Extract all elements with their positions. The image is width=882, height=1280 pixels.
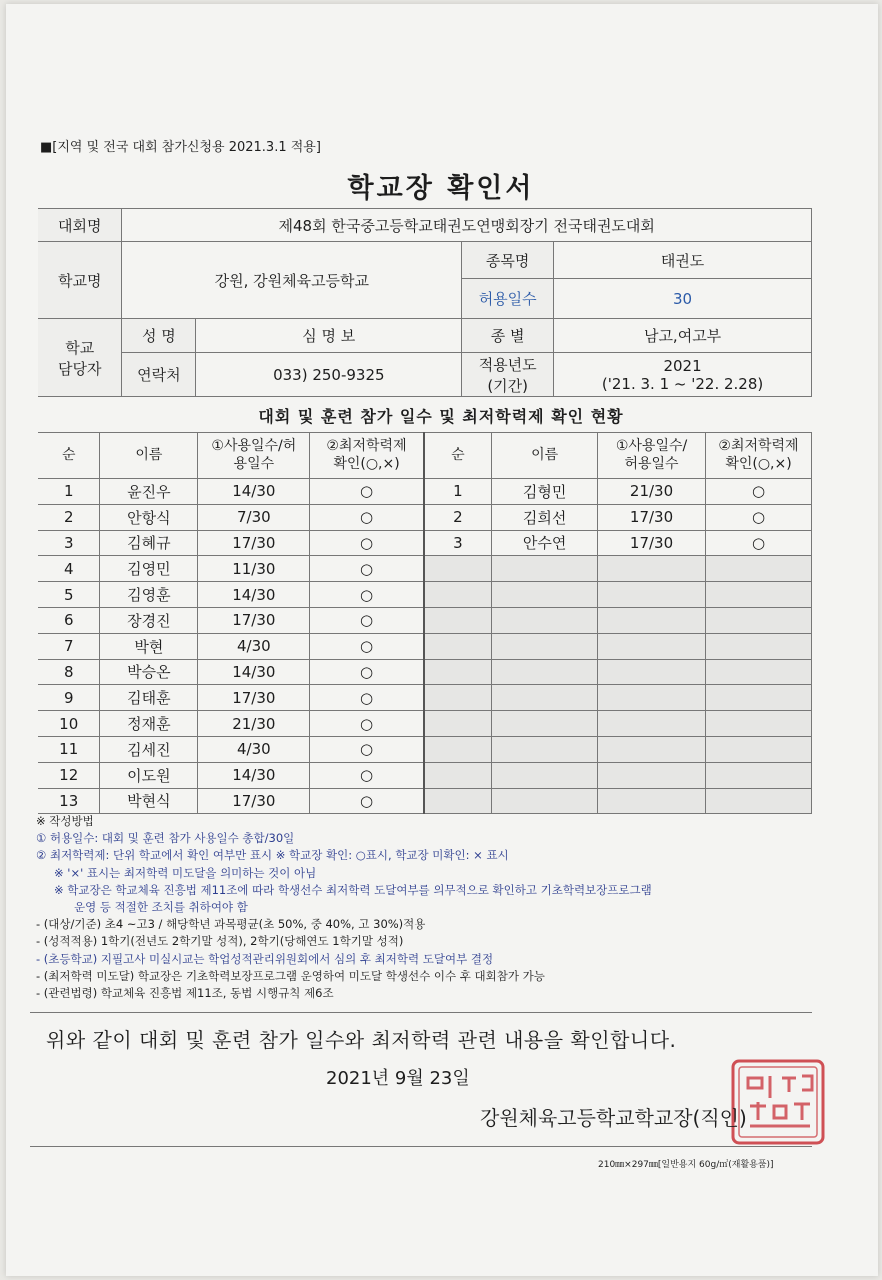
header-no-right: 순 [424, 433, 492, 479]
row-no: 12 [38, 762, 100, 788]
table-row [38, 504, 812, 530]
empty-cell [424, 685, 492, 711]
row-check-right: ○ [706, 530, 812, 556]
row-days: 17/30 [198, 607, 310, 633]
year-label-line1: 적용년도 [478, 355, 537, 374]
empty-cell [706, 556, 812, 582]
row-days: 14/30 [198, 762, 310, 788]
confirmation-text: 위와 같이 대회 및 훈련 참가 일수와 최저학력 관련 내용을 확인합니다. [46, 1028, 677, 1052]
note-line: ① 허용일수: 대회 및 훈련 참가 사용일수 총합/30일 [36, 831, 295, 846]
header-days-line1: ①사용일수/허 [211, 438, 297, 454]
name-value: 심 명 보 [196, 319, 462, 353]
divider [30, 1012, 812, 1013]
paper-footnote: 210㎜×297㎜[일반용지 60g/㎡(재활용품)] [598, 1160, 774, 1170]
manager-label [38, 319, 122, 397]
row-days: 21/30 [198, 711, 310, 737]
header-academic-right-line1: ②최저학력제 [718, 438, 799, 454]
table-row [38, 582, 812, 608]
event-value: 제48회 한국중고등학교태권도연맹회장기 전국태권도대회 [122, 209, 812, 242]
row-no: 10 [38, 711, 100, 737]
page-title: 학교장 확인서 [347, 173, 535, 204]
row-days: 14/30 [198, 582, 310, 608]
table-row [38, 556, 812, 582]
row-check: ○ [310, 762, 424, 788]
row-days: 11/30 [198, 556, 310, 582]
row-no: 3 [38, 530, 100, 556]
empty-cell [492, 736, 598, 762]
year-label-line2: (기간) [487, 376, 529, 395]
empty-cell [706, 788, 812, 814]
row-check: ○ [310, 556, 424, 582]
empty-cell [706, 582, 812, 608]
empty-cell [598, 711, 706, 737]
table-row [38, 633, 812, 659]
year-label [462, 353, 554, 397]
row-name: 김태훈 [100, 685, 198, 711]
school-value: 강원, 강원체육고등학교 [122, 242, 462, 319]
empty-cell [424, 556, 492, 582]
row-name: 박현식 [100, 788, 198, 814]
notes-section [36, 813, 826, 1002]
empty-cell [492, 762, 598, 788]
header-no: 순 [38, 433, 100, 479]
row-name-right: 김희선 [492, 504, 598, 530]
row-days: 7/30 [198, 504, 310, 530]
row-name: 박현 [100, 633, 198, 659]
note-line: 운영 등 적절한 조치를 취하여야 함 [74, 900, 248, 915]
row-days: 4/30 [198, 633, 310, 659]
row-name: 박승온 [100, 659, 198, 685]
note-line: ※ '×' 표시는 최저학력 미도달을 의미하는 것이 아님 [54, 865, 317, 880]
table-row [38, 479, 812, 505]
header-name-right: 이름 [492, 433, 598, 479]
empty-cell [706, 607, 812, 633]
row-check: ○ [310, 633, 424, 659]
note-line: - (최저학력 미도달) 학교장은 기초학력보장프로그램 운영하여 미도달 학생선수 이수 후 대회참가 가능 [36, 968, 545, 983]
empty-cell [492, 582, 598, 608]
empty-cell [706, 762, 812, 788]
row-days: 4/30 [198, 736, 310, 762]
manager-label-line1: 학교 [65, 338, 95, 357]
header-academic-right [706, 433, 812, 479]
header-days-right-line1: ①사용일수/ [615, 438, 688, 454]
note-line: ② 최저학력제: 단위 학교에서 확인 여부만 표시 ※ 학교장 확인: ○표시, 학교장 미확인: × 표시 [36, 848, 509, 863]
empty-cell [598, 556, 706, 582]
row-name: 김혜규 [100, 530, 198, 556]
category-value: 남고,여고부 [554, 319, 812, 353]
empty-cell [706, 633, 812, 659]
row-check-right: ○ [706, 479, 812, 505]
row-check: ○ [310, 711, 424, 737]
row-days: 17/30 [198, 530, 310, 556]
note-line: - (관련법령) 학교체육 진흥법 제11조, 동법 시행규칙 제6조 [36, 986, 334, 1001]
year-period: ('21. 3. 1 ~ '22. 2.28) [601, 374, 764, 393]
row-days: 17/30 [198, 788, 310, 814]
header-days [198, 433, 310, 479]
divider [30, 1146, 812, 1147]
empty-cell [424, 607, 492, 633]
row-name: 장경진 [100, 607, 198, 633]
school-label: 학교명 [38, 242, 122, 319]
contact-value: 033) 250-9325 [196, 353, 462, 397]
header-days-line2: 용일수 [233, 455, 275, 472]
table-row [38, 762, 812, 788]
row-days-right: 17/30 [598, 504, 706, 530]
empty-cell [492, 659, 598, 685]
row-no: 7 [38, 633, 100, 659]
empty-cell [706, 711, 812, 737]
header-days-right-line2: 허용일수 [624, 455, 679, 472]
allowed-days-value: 30 [554, 279, 812, 319]
row-days-right: 21/30 [598, 479, 706, 505]
row-check: ○ [310, 530, 424, 556]
empty-cell [598, 762, 706, 788]
name-label: 성 명 [122, 319, 196, 353]
row-no: 13 [38, 788, 100, 814]
roster-body [38, 479, 812, 814]
header-days-right [598, 433, 706, 479]
row-name: 김영훈 [100, 582, 198, 608]
info-table [38, 208, 812, 397]
header-academic [310, 433, 424, 479]
empty-cell [492, 556, 598, 582]
empty-cell [598, 736, 706, 762]
row-name-right: 안수연 [492, 530, 598, 556]
header-name: 이름 [100, 433, 198, 479]
empty-cell [424, 659, 492, 685]
table-row [38, 685, 812, 711]
empty-cell [492, 788, 598, 814]
row-no: 9 [38, 685, 100, 711]
row-days: 17/30 [198, 685, 310, 711]
empty-cell [424, 788, 492, 814]
empty-cell [424, 736, 492, 762]
empty-cell [598, 788, 706, 814]
row-name: 윤진우 [100, 479, 198, 505]
signer-text: 강원체육고등학교학교장(직인) [480, 1106, 747, 1130]
empty-cell [598, 607, 706, 633]
row-no: 6 [38, 607, 100, 633]
empty-cell [706, 736, 812, 762]
row-name: 정재훈 [100, 711, 198, 737]
row-check-right: ○ [706, 504, 812, 530]
row-check: ○ [310, 788, 424, 814]
roster-table [38, 432, 812, 814]
row-check: ○ [310, 736, 424, 762]
header-academic-right-line2: 확인(○,×) [725, 455, 792, 472]
note-line: ※ 학교장은 학교체육 진흥법 제11조에 따라 학생선수 최저학력 도달여부를 의무적으로 확인하고 기초학력보장프로그램 [54, 882, 652, 897]
empty-cell [424, 711, 492, 737]
table-row [38, 530, 812, 556]
empty-cell [598, 659, 706, 685]
year-value: 2021 [663, 356, 702, 375]
empty-cell [706, 685, 812, 711]
notes-heading: ※ 작성방법 [36, 814, 94, 828]
empty-cell [492, 711, 598, 737]
empty-cell [492, 685, 598, 711]
table-row [38, 788, 812, 814]
note-line: - (초등학교) 지필고사 미실시교는 학업성적관리위원회에서 심의 후 최저학력 도달여부 결정 [36, 951, 494, 966]
table-row [38, 711, 812, 737]
row-check: ○ [310, 659, 424, 685]
category-label: 종 별 [462, 319, 554, 353]
header-academic-line2: 확인(○,×) [333, 455, 400, 472]
row-days-right: 17/30 [598, 530, 706, 556]
row-no-right: 2 [424, 504, 492, 530]
empty-cell [598, 685, 706, 711]
row-check: ○ [310, 582, 424, 608]
empty-cell [598, 582, 706, 608]
header-academic-line1: ②최저학력제 [326, 438, 407, 454]
empty-cell [492, 607, 598, 633]
table-row [38, 607, 812, 633]
row-no: 5 [38, 582, 100, 608]
sport-label: 종목명 [462, 242, 554, 279]
table-row [38, 736, 812, 762]
row-name: 김세진 [100, 736, 198, 762]
empty-cell [492, 633, 598, 659]
empty-cell [424, 762, 492, 788]
row-check: ○ [310, 607, 424, 633]
row-check: ○ [310, 479, 424, 505]
date-text: 2021년 9월 23일 [326, 1068, 470, 1089]
row-name: 안항식 [100, 504, 198, 530]
empty-cell [424, 582, 492, 608]
row-no: 4 [38, 556, 100, 582]
row-name: 김영민 [100, 556, 198, 582]
row-days: 14/30 [198, 479, 310, 505]
event-label: 대회명 [38, 209, 122, 242]
row-no: 2 [38, 504, 100, 530]
empty-cell [706, 659, 812, 685]
contact-label: 연락처 [122, 353, 196, 397]
empty-cell [424, 633, 492, 659]
year-value-cell [554, 353, 812, 397]
row-no: 8 [38, 659, 100, 685]
section-title: 대회 및 훈련 참가 일수 및 최저학력제 확인 현황 [258, 407, 624, 426]
row-no: 1 [38, 479, 100, 505]
row-check: ○ [310, 685, 424, 711]
note-line: - (성적적용) 1학기(전년도 2학기말 성적), 2학기(당해연도 1학기말 성적) [36, 934, 404, 949]
row-days: 14/30 [198, 659, 310, 685]
row-no-right: 1 [424, 479, 492, 505]
allowed-days-label: 허용일수 [462, 279, 554, 319]
row-name: 이도원 [100, 762, 198, 788]
row-no: 11 [38, 736, 100, 762]
row-check: ○ [310, 504, 424, 530]
row-name-right: 김형민 [492, 479, 598, 505]
header-note: ■[지역 및 전국 대회 참가신청용 2021.3.1 적용] [40, 140, 321, 155]
row-no-right: 3 [424, 530, 492, 556]
empty-cell [598, 633, 706, 659]
table-row [38, 659, 812, 685]
note-line: - (대상/기준) 초4 ~고3 / 해당학년 과목평균(초 50%, 중 40%, 고 30%)적용 [36, 917, 426, 932]
sport-value: 태권도 [554, 242, 812, 279]
manager-label-line2: 담당자 [57, 359, 102, 378]
